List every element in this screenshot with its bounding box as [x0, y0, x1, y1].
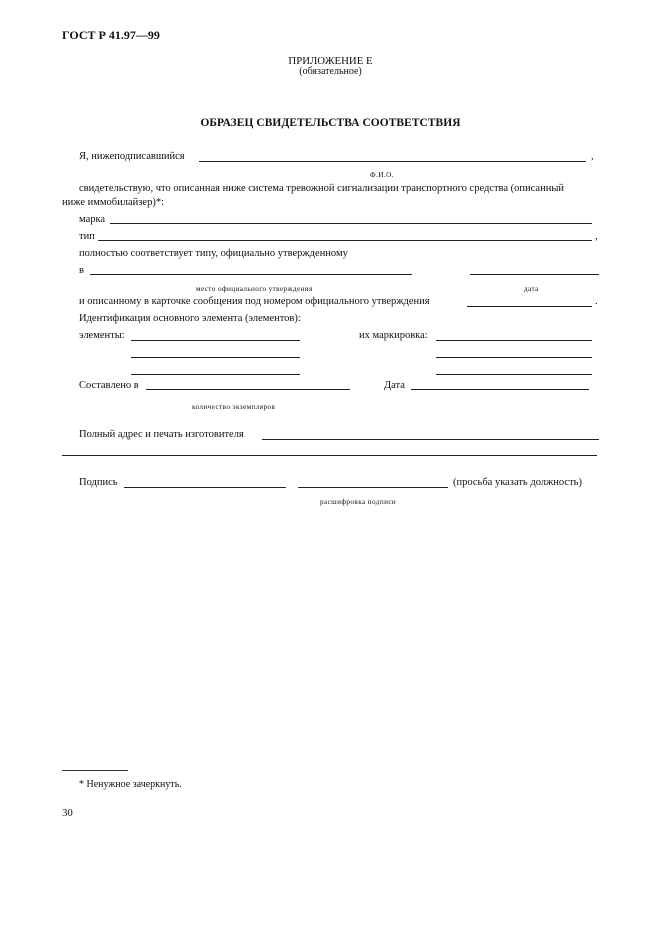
address-line-1[interactable]: [262, 439, 599, 440]
address-label: Полный адрес и печать изготовителя: [79, 429, 244, 440]
signer-comma: ,: [591, 151, 594, 162]
signer-label: Я, нижеподписавшийся: [79, 151, 185, 162]
in-label: в: [79, 265, 84, 276]
type-label: тип: [79, 231, 95, 242]
certify-text-line1: свидетельствую, что описанная ниже система тревожной сигнализации транспортного средства (описанный: [79, 183, 565, 194]
signature-caption: расшифровка подписи: [320, 498, 397, 506]
date-label: Дата: [384, 380, 405, 391]
form-title: ОБРАЗЕЦ СВИДЕТЕЛЬСТВА СООТВЕТСТВИЯ: [200, 117, 461, 129]
marking-line-1[interactable]: [436, 340, 592, 341]
brand-line[interactable]: [110, 223, 592, 224]
appendix-title: ПРИЛОЖЕНИЕ Е: [288, 55, 373, 67]
type-comma: ,: [595, 231, 598, 242]
approval-date-line[interactable]: [470, 274, 599, 275]
element-line-2[interactable]: [131, 357, 300, 358]
brand-label: марка: [79, 214, 106, 225]
marking-label: их маркировка:: [359, 330, 428, 341]
card-period: .: [595, 296, 598, 307]
marking-line-3[interactable]: [436, 374, 592, 375]
type-line[interactable]: [98, 240, 592, 241]
element-line-1[interactable]: [131, 340, 300, 341]
signer-name-line[interactable]: [199, 161, 586, 162]
signature-label: Подпись: [79, 477, 118, 488]
copies-caption: количество экземпляров: [192, 403, 276, 411]
approval-number-line[interactable]: [467, 306, 592, 307]
place-caption: место официального утверждения: [196, 285, 313, 293]
compiled-date-line[interactable]: [411, 389, 589, 390]
appendix-subtitle: (обязательное): [299, 66, 362, 77]
footnote-divider: [62, 770, 128, 771]
copies-line[interactable]: [146, 389, 350, 390]
date-caption: дата: [524, 285, 539, 293]
elements-label: элементы:: [79, 330, 125, 341]
document-code: ГОСТ Р 41.97—99: [62, 28, 160, 42]
signature-line[interactable]: [124, 487, 286, 488]
compiled-label: Составлено в: [79, 380, 139, 391]
marking-line-2[interactable]: [436, 357, 592, 358]
address-line-2[interactable]: [62, 455, 597, 456]
element-line-3[interactable]: [131, 374, 300, 375]
place-line[interactable]: [90, 274, 412, 275]
identification-text: Идентификация основного элемента (элементов):: [79, 313, 301, 324]
signature-decoding-line[interactable]: [298, 487, 448, 488]
card-text: и описанному в карточке сообщения под номером официального утверждения: [79, 296, 430, 307]
fio-caption: Ф.И.О.: [370, 171, 394, 179]
footnote-text: * Ненужное зачеркнуть.: [79, 779, 182, 790]
certify-text-line2: ниже иммобилайзер)*:: [62, 197, 165, 208]
conformity-text: полностью соответствует типу, официально утвержденному: [79, 248, 348, 259]
position-note: (просьба указать должность): [453, 477, 582, 488]
page-number: 30: [62, 807, 73, 819]
